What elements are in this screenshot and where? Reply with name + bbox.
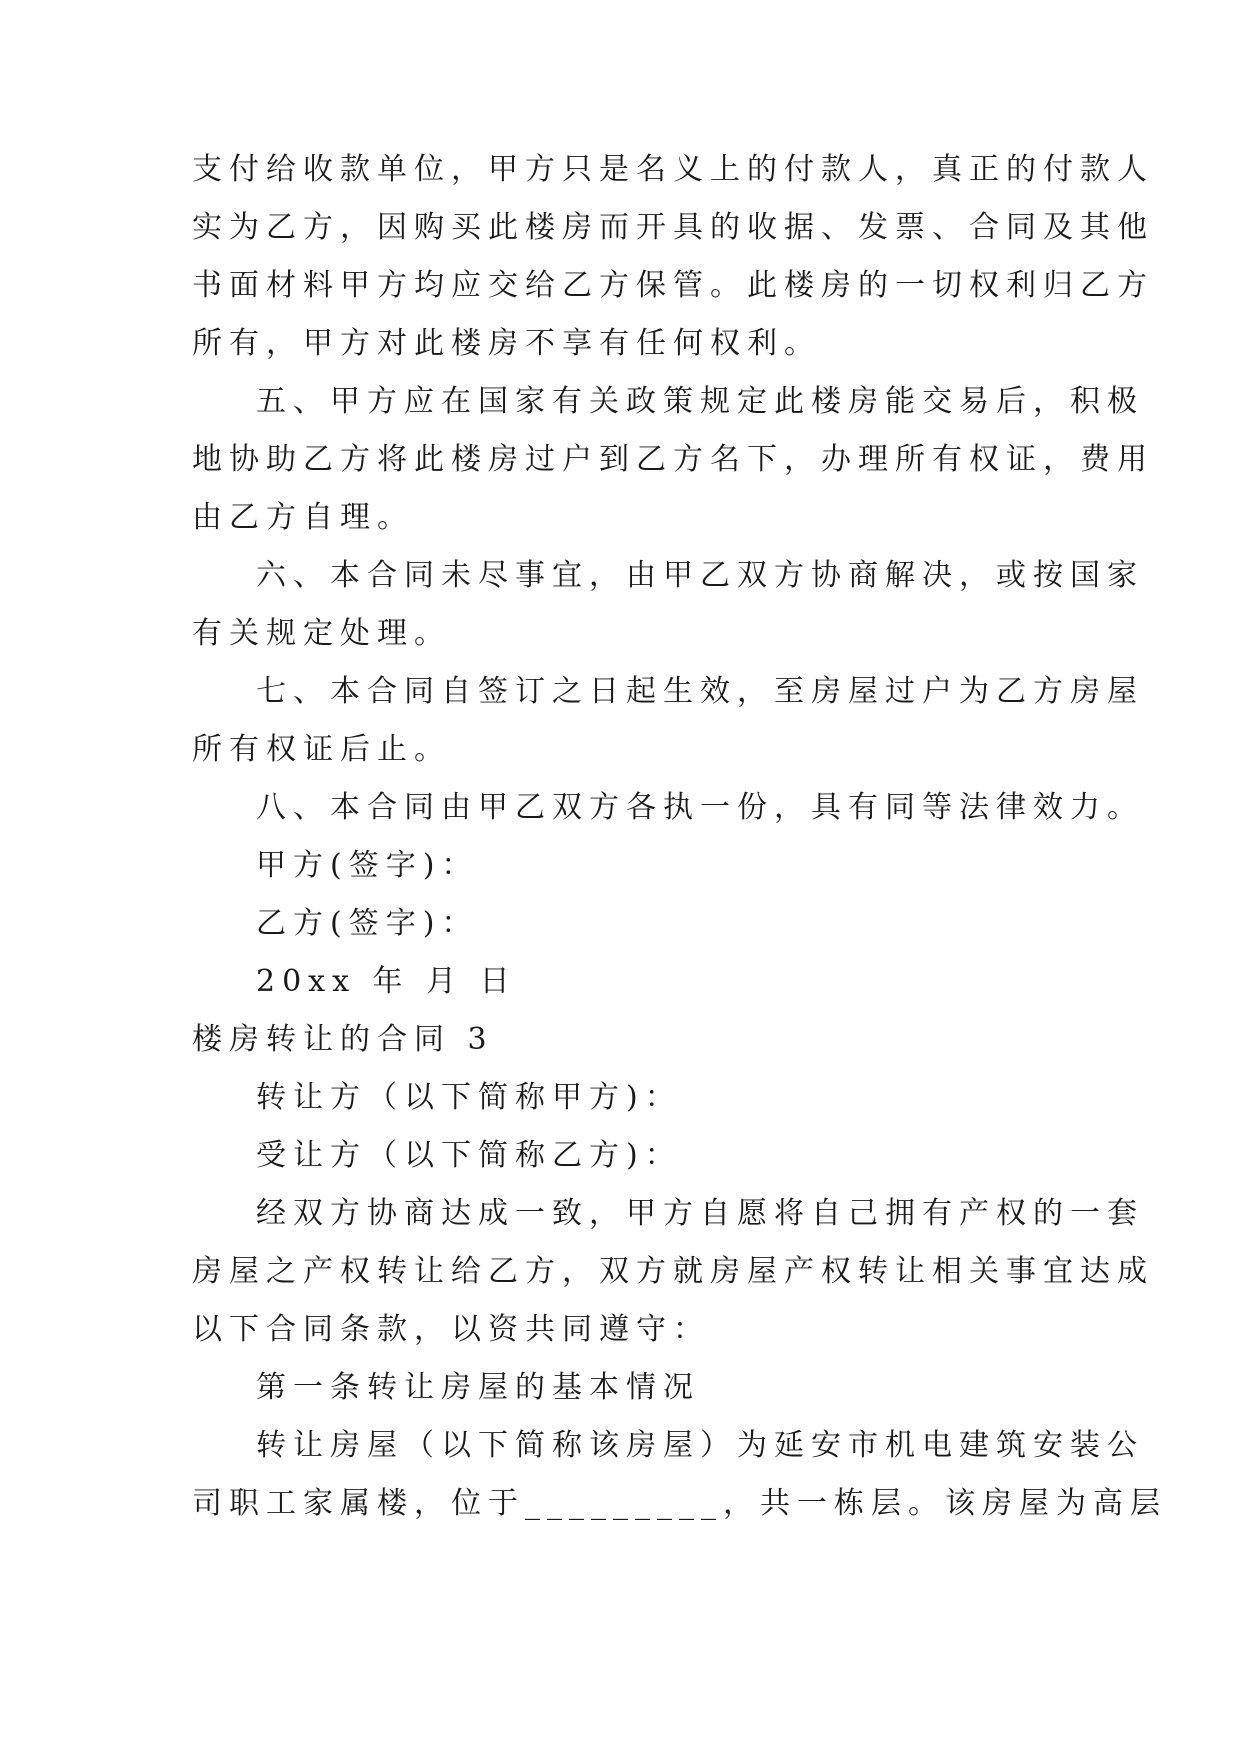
text-line: 地协助乙方将此楼房过户到乙方名下，办理所有权证，费用 xyxy=(192,442,1154,477)
text-line: 有关规定处理。 xyxy=(192,616,451,651)
text-line: 八、本合同由甲乙双方各执一份，具有同等法律效力。 xyxy=(256,790,1144,825)
text-line: 转让方（以下简称甲方)： xyxy=(256,1080,682,1115)
text-line: 六、本合同未尽事宜，由甲乙双方协商解决，或按国家 xyxy=(256,558,1144,593)
text-line: 受让方（以下简称乙方)： xyxy=(256,1138,682,1173)
date-line: 20xx 年 月 日 xyxy=(256,964,517,999)
text-line: 实为乙方，因购买此楼房而开具的收据、发票、合同及其他 xyxy=(192,210,1154,245)
signature-line-party-b: 乙方(签字)： xyxy=(256,906,479,941)
text-line: 所有权证后止。 xyxy=(192,732,451,767)
text-line: 五、甲方应在国家有关政策规定此楼房能交易后，积极 xyxy=(256,384,1144,419)
text-line: 由乙方自理。 xyxy=(192,500,414,535)
text-line: 转让房屋（以下简称该房屋）为延安市机电建筑安装公 xyxy=(256,1428,1144,1463)
text-line: 司职工家属楼，位于_________，共一栋层。该房屋为高层 xyxy=(192,1486,1167,1521)
text-line: 支付给收款单位，甲方只是名义上的付款人，真正的付款人 xyxy=(192,152,1154,187)
text-line: 房屋之产权转让给乙方，双方就房屋产权转让相关事宜达成 xyxy=(192,1254,1154,1289)
text-line: 七、本合同自签订之日起生效，至房屋过户为乙方房屋 xyxy=(256,674,1144,709)
section-title: 楼房转让的合同 3 xyxy=(192,1022,494,1057)
text-line: 书面材料甲方均应交给乙方保管。此楼房的一切权利归乙方 xyxy=(192,268,1154,303)
clause-heading: 第一条转让房屋的基本情况 xyxy=(256,1370,700,1405)
text-line: 经双方协商达成一致，甲方自愿将自己拥有产权的一套 xyxy=(256,1196,1144,1231)
text-line: 所有，甲方对此楼房不享有任何权利。 xyxy=(192,326,821,361)
signature-line-party-a: 甲方(签字)： xyxy=(256,848,479,883)
text-line: 以下合同条款，以资共同遵守： xyxy=(192,1312,710,1347)
